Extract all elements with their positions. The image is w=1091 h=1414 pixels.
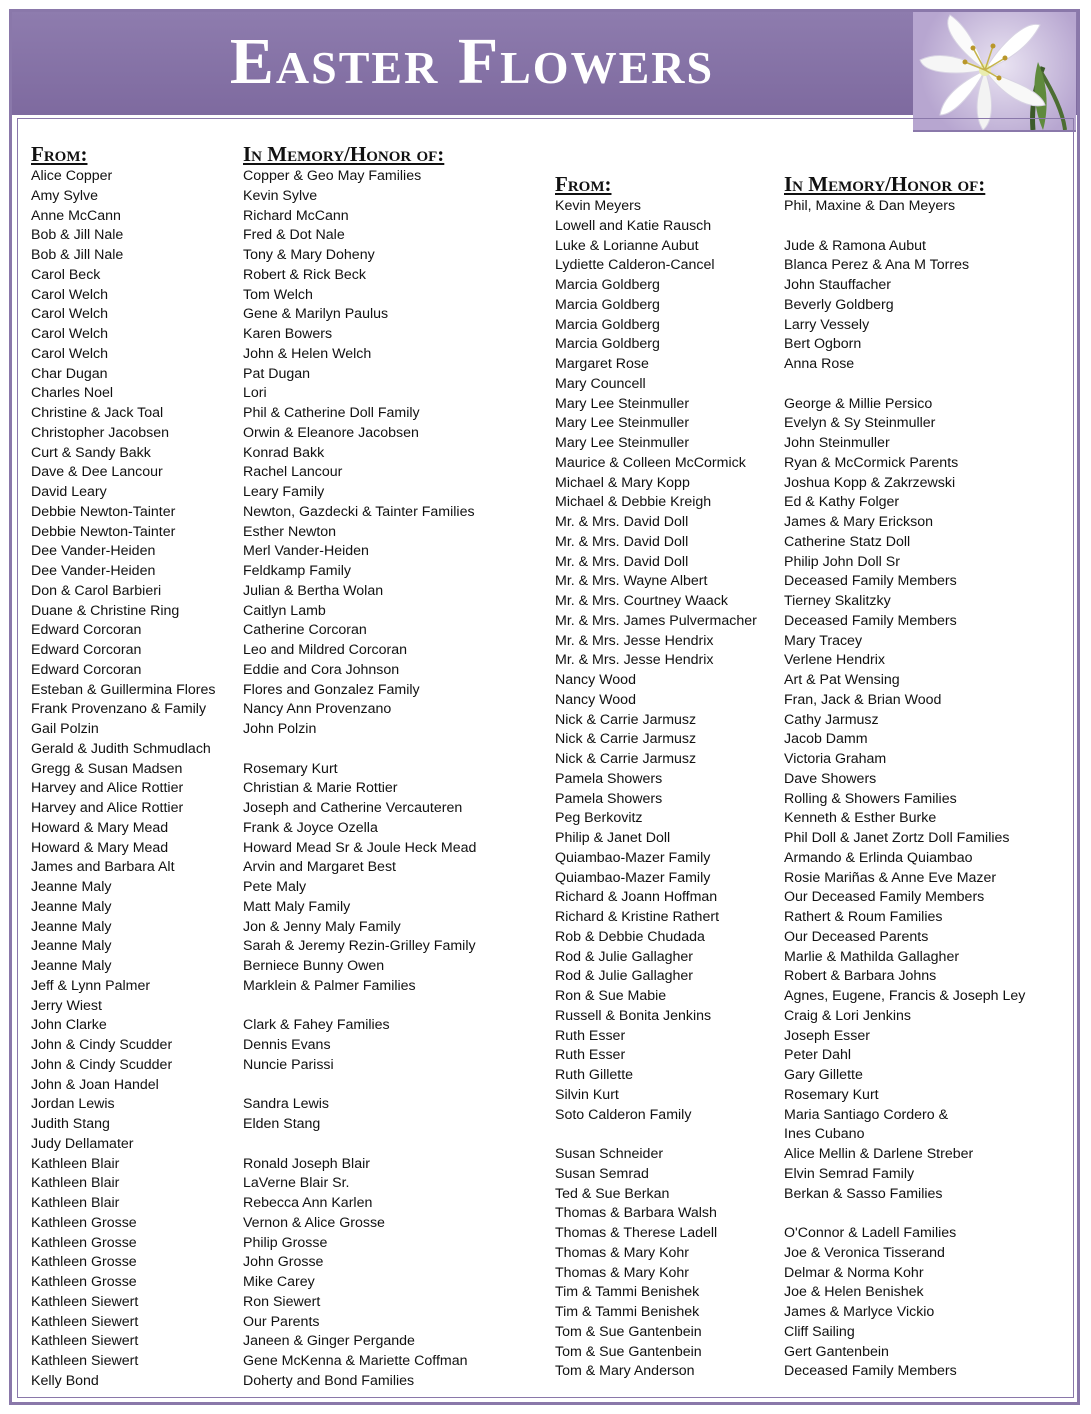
left-from-column: [31, 143, 216, 1392]
list-item: Char Dugan: [31, 365, 108, 382]
list-item: Carol Welch: [31, 326, 109, 342]
list-item: LaVerne Blair Sr.: [243, 1175, 350, 1192]
list-item: Victoria Graham: [784, 751, 887, 767]
list-item: Kevin Sylve: [243, 187, 318, 204]
list-item: Kelly Bond: [31, 1372, 99, 1389]
list-item: Rachel Lancour: [243, 464, 343, 481]
list-item: Christopher Jacobsen: [31, 424, 170, 441]
list-item: Maurice & Colleen McCormick: [555, 454, 746, 471]
list-item: Kathleen Grosse: [31, 1214, 137, 1231]
list-item: Dave Showers: [784, 770, 877, 787]
list-item: Janeen & Ginger Pergande: [243, 1333, 415, 1350]
list-item: John Polzin: [243, 721, 317, 737]
list-item: [243, 997, 476, 1017]
list-item: Lowell and Katie Rausch: [555, 217, 712, 234]
list-item: Jeff & Lynn Palmer: [31, 977, 151, 994]
list-item: Elden Stang: [243, 1116, 321, 1132]
list-item: Jeanne Maly: [31, 958, 112, 974]
list-item: Judy Dellamater: [31, 1135, 134, 1152]
list-item: Jude & Ramona Aubut: [784, 237, 926, 254]
list-item: Bert Ogborn: [784, 336, 862, 353]
list-item: Kathleen Grosse: [31, 1254, 137, 1271]
list-item: Armando & Erlinda Quiambao: [784, 849, 973, 866]
list-item: Peter Dahl: [784, 1047, 852, 1064]
list-item: O'Connor & Ladell Families: [784, 1225, 957, 1241]
list-item: Rebecca Ann Karlen: [243, 1195, 373, 1211]
list-item: Our Parents: [243, 1313, 320, 1330]
list-item: Russell & Bonita Jenkins: [555, 1007, 712, 1024]
list-item: John & Cindy Scudder: [31, 1056, 173, 1073]
list-item: Tom & Mary Anderson: [555, 1363, 695, 1380]
list-item: Fred & Dot Nale: [243, 227, 345, 244]
list-item: Robert & Barbara Johns: [784, 968, 937, 985]
list-item: Rolling & Showers Families: [784, 790, 957, 807]
list-item: Rosemary Kurt: [784, 1086, 879, 1103]
list-item: [243, 1076, 476, 1096]
list-item: Konrad Bakk: [243, 444, 325, 461]
list-item: Gene McKenna & Mariette Coffman: [243, 1353, 468, 1369]
list-item: John Grosse: [243, 1254, 324, 1271]
memory-heading: In Memory/Honor of:: [784, 172, 986, 196]
list-item: Tom Welch: [243, 286, 313, 303]
list-item: Judith Stang: [31, 1116, 110, 1132]
list-item: Esther Newton: [243, 523, 337, 540]
list-item: Gene & Marilyn Paulus: [243, 306, 389, 323]
list-item: Edward Corcoran: [31, 642, 142, 658]
left-memory-column: [243, 143, 476, 1392]
list-item: Ryan & McCormick Parents: [784, 454, 959, 471]
list-item: Newton, Gazdecki & Tainter Families: [243, 503, 475, 520]
list-item: David Leary: [31, 484, 107, 500]
list-item: Berkan & Sasso Families: [784, 1185, 943, 1202]
list-item: Nancy Wood: [555, 691, 636, 708]
list-item: [784, 375, 1025, 395]
list-item: Curt & Sandy Bakk: [31, 444, 151, 461]
list-item: Kathleen Siewert: [31, 1313, 139, 1330]
list-item: Philip & Janet Doll: [555, 830, 671, 846]
list-item: [555, 1125, 757, 1145]
list-item: Marcia Goldberg: [555, 316, 660, 333]
list-item: Tony & Mary Doheny: [243, 247, 375, 263]
list-item: Verlene Hendrix: [784, 652, 885, 669]
list-item: Rob & Debbie Chudada: [555, 928, 705, 945]
list-item: Luke & Lorianne Aubut: [555, 237, 699, 254]
left-from-list: [31, 167, 216, 1392]
list-item: Ron Siewert: [243, 1293, 321, 1310]
list-item: Christine & Jack Toal: [31, 405, 164, 421]
list-item: Frank Provenzano & Family: [31, 701, 207, 718]
list-item: Nick & Carrie Jarmusz: [555, 731, 697, 748]
list-item: Elvin Semrad Family: [784, 1165, 915, 1182]
right-from-list: [555, 197, 757, 1382]
list-item: Ed & Kathy Folger: [784, 494, 900, 511]
list-item: Jerry Wiest: [31, 997, 102, 1014]
list-item: Flores and Gonzalez Family: [243, 681, 420, 698]
right-memory-column: [784, 173, 1025, 1382]
list-item: Mary Tracey: [784, 632, 863, 649]
list-item: Thomas & Therese Ladell: [555, 1225, 718, 1241]
list-item: Jeanne Maly: [31, 879, 112, 895]
list-item: Kathleen Grosse: [31, 1274, 137, 1290]
list-item: Charles Noel: [31, 385, 114, 402]
list-item: Carol Welch: [31, 306, 109, 323]
list-item: Berniece Bunny Owen: [243, 958, 385, 974]
list-item: Michael & Debbie Kreigh: [555, 494, 712, 511]
list-item: Debbie Newton-Tainter: [31, 503, 176, 520]
list-item: John & Joan Handel: [31, 1076, 159, 1093]
list-item: Richard & Kristine Rathert: [555, 909, 720, 925]
list-item: Carol Welch: [31, 286, 109, 303]
list-item: Kathleen Blair: [31, 1175, 120, 1192]
list-item: Jeanne Maly: [31, 898, 112, 915]
list-item: Our Deceased Parents: [784, 928, 929, 945]
list-item: Carol Welch: [31, 345, 109, 362]
list-item: Sarah & Jeremy Rezin-Grilley Family: [243, 938, 476, 955]
list-item: Joe & Helen Benishek: [784, 1284, 924, 1301]
list-item: Rathert & Roum Families: [784, 909, 943, 925]
list-item: Quiambao-Mazer Family: [555, 869, 711, 886]
list-item: Ted & Sue Berkan: [555, 1185, 670, 1202]
list-item: Mr. & Mrs. Jesse Hendrix: [555, 632, 714, 649]
list-item: Edward Corcoran: [31, 622, 142, 639]
list-item: Leary Family: [243, 484, 325, 500]
list-item: Soto Calderon Family: [555, 1106, 692, 1123]
list-item: Richard McCann: [243, 207, 349, 224]
list-item: Jordan Lewis: [31, 1096, 115, 1113]
list-item: Anne McCann: [31, 207, 121, 224]
list-item: John & Cindy Scudder: [31, 1037, 173, 1053]
list-item: Ronald Joseph Blair: [243, 1155, 370, 1172]
right-from-column: [555, 173, 757, 1382]
list-item: Susan Schneider: [555, 1146, 664, 1162]
list-item: Mary Councell: [555, 375, 646, 392]
list-item: Marcia Goldberg: [555, 296, 660, 313]
list-item: Carol Beck: [31, 266, 101, 283]
list-item: Mike Carey: [243, 1274, 315, 1290]
list-item: Gail Polzin: [31, 721, 99, 737]
list-item: Marlie & Mathilda Gallagher: [784, 948, 960, 965]
list-item: Thomas & Mary Kohr: [555, 1244, 690, 1261]
list-item: James & Marlyce Vickio: [784, 1304, 935, 1320]
list-item: Kathleen Siewert: [31, 1333, 139, 1350]
list-item: Robert & Rick Beck: [243, 266, 366, 283]
list-item: Mary Lee Steinmuller: [555, 435, 690, 451]
list-item: Caitlyn Lamb: [243, 602, 326, 619]
list-item: Catherine Statz Doll: [784, 533, 911, 550]
list-item: Jeanne Maly: [31, 918, 112, 935]
list-item: Don & Carol Barbieri: [31, 582, 162, 599]
list-item: Joe & Veronica Tisserand: [784, 1244, 945, 1261]
list-item: Alice Copper: [31, 168, 113, 184]
list-item: Craig & Lori Jenkins: [784, 1007, 911, 1024]
left-memory-list: [243, 167, 476, 1392]
list-item: Kathleen Grosse: [31, 1234, 137, 1251]
list-item: Our Deceased Family Members: [784, 889, 985, 906]
list-item: Dee Vander-Heiden: [31, 543, 156, 560]
list-item: Merl Vander-Heiden: [243, 543, 369, 560]
list-item: Thomas & Mary Kohr: [555, 1264, 690, 1281]
list-item: Art & Pat Wensing: [784, 672, 900, 688]
list-item: Edward Corcoran: [31, 661, 142, 678]
list-item: Ruth Gillette: [555, 1067, 634, 1083]
list-item: Jacob Damm: [784, 731, 868, 748]
list-item: Kenneth & Esther Burke: [784, 810, 937, 827]
list-item: Nick & Carrie Jarmusz: [555, 751, 697, 767]
list-item: Jeanne Maly: [31, 938, 112, 955]
list-item: Debbie Newton-Tainter: [31, 523, 176, 540]
right-memory-list: [784, 197, 1025, 1382]
list-item: Mary Lee Steinmuller: [555, 395, 690, 412]
list-item: Rod & Julie Gallagher: [555, 968, 694, 985]
list-item: Dennis Evans: [243, 1037, 331, 1053]
list-item: Nancy Wood: [555, 672, 636, 688]
list-item: Kathleen Siewert: [31, 1353, 139, 1369]
list-item: Phil & Catherine Doll Family: [243, 405, 420, 421]
list-item: Marklein & Palmer Families: [243, 977, 416, 994]
list-item: Philip John Doll Sr: [784, 553, 900, 570]
list-item: Harvey and Alice Rottier: [31, 800, 184, 816]
list-item: Bob & Jill Nale: [31, 247, 124, 263]
list-item: Doherty and Bond Families: [243, 1372, 415, 1389]
list-item: Mr. & Mrs. Wayne Albert: [555, 573, 708, 590]
list-item: Ruth Esser: [555, 1027, 626, 1044]
list-item: Mary Lee Steinmuller: [555, 415, 690, 432]
list-item: Christian & Marie Rottier: [243, 780, 398, 797]
list-item: Kathleen Blair: [31, 1155, 120, 1172]
list-item: Phil, Maxine & Dan Meyers: [784, 198, 956, 214]
list-item: Thomas & Barbara Walsh: [555, 1205, 717, 1222]
list-item: John Stauffacher: [784, 277, 892, 293]
list-item: Lori: [243, 385, 267, 402]
list-item: Tierney Skalitzky: [784, 593, 891, 609]
list-item: Rod & Julie Gallagher: [555, 948, 694, 965]
list-item: [243, 1135, 476, 1155]
list-item: Anna Rose: [784, 356, 855, 372]
list-item: John Clarke: [31, 1017, 107, 1034]
memory-heading: In Memory/Honor of:: [243, 142, 445, 166]
list-item: Jon & Jenny Maly Family: [243, 918, 401, 935]
list-item: Joshua Kopp & Zakrzewski: [784, 474, 956, 491]
list-item: Amy Sylve: [31, 187, 99, 204]
list-item: Clark & Fahey Families: [243, 1017, 390, 1034]
list-item: Alice Mellin & Darlene Streber: [784, 1146, 974, 1162]
list-item: [784, 1204, 1025, 1224]
list-item: Mr. & Mrs. Courtney Waack: [555, 593, 728, 609]
list-item: Rosie Mariñas & Anne Eve Mazer: [784, 869, 997, 886]
list-item: Gert Gantenbein: [784, 1343, 889, 1360]
list-item: Tom & Sue Gantenbein: [555, 1343, 702, 1360]
list-item: James & Mary Erickson: [784, 514, 934, 530]
list-item: Harvey and Alice Rottier: [31, 780, 184, 797]
list-item: Karen Bowers: [243, 326, 333, 342]
list-item: Vernon & Alice Grosse: [243, 1214, 385, 1231]
list-item: Duane & Christine Ring: [31, 602, 180, 619]
list-item: Julian & Bertha Wolan: [243, 582, 384, 599]
list-item: Richard & Joann Hoffman: [555, 889, 718, 906]
list-item: Silvin Kurt: [555, 1086, 619, 1103]
list-item: Susan Semrad: [555, 1165, 649, 1182]
list-item: Joseph and Catherine Vercauteren: [243, 800, 463, 816]
list-item: Marcia Goldberg: [555, 277, 660, 293]
list-item: [784, 217, 1025, 237]
list-item: Blanca Perez & Ana M Torres: [784, 257, 970, 274]
list-item: John & Helen Welch: [243, 345, 372, 362]
list-item: Feldkamp Family: [243, 563, 352, 579]
list-item: Lydiette Calderon-Cancel: [555, 257, 715, 274]
list-item: Cliff Sailing: [784, 1323, 855, 1340]
list-item: Deceased Family Members: [784, 1363, 957, 1380]
list-item: [243, 740, 476, 760]
list-item: Gregg & Susan Madsen: [31, 760, 183, 777]
list-item: Peg Berkovitz: [555, 810, 643, 827]
list-item: Tim & Tammi Benishek: [555, 1284, 700, 1301]
list-item: Mr. & Mrs. David Doll: [555, 533, 689, 550]
list-item: Beverly Goldberg: [784, 296, 894, 313]
list-item: Nancy Ann Provenzano: [243, 701, 392, 718]
list-item: Pamela Showers: [555, 790, 663, 807]
list-item: Bob & Jill Nale: [31, 227, 124, 244]
list-item: Leo and Mildred Corcoran: [243, 642, 408, 658]
list-item: Arvin and Margaret Best: [243, 859, 396, 876]
list-item: Quiambao-Mazer Family: [555, 849, 711, 866]
list-item: Tom & Sue Gantenbein: [555, 1323, 702, 1340]
list-item: Gary Gillette: [784, 1067, 863, 1083]
list-item: Philip Grosse: [243, 1234, 328, 1251]
list-item: John Steinmuller: [784, 435, 890, 451]
list-item: Catherine Corcoran: [243, 622, 367, 639]
list-item: Larry Vessely: [784, 316, 870, 333]
list-item: Deceased Family Members: [784, 573, 957, 590]
list-item: Howard & Mary Mead: [31, 819, 169, 836]
list-item: Ruth Esser: [555, 1047, 626, 1064]
list-item: Kathleen Blair: [31, 1195, 120, 1211]
list-item: Kevin Meyers: [555, 198, 641, 214]
list-item: Howard & Mary Mead: [31, 839, 169, 856]
list-item: Mr. & Mrs. Jesse Hendrix: [555, 652, 714, 669]
list-item: Margaret Rose: [555, 356, 649, 372]
list-item: Michael & Mary Kopp: [555, 474, 690, 491]
list-item: Tim & Tammi Benishek: [555, 1304, 700, 1320]
list-item: Joseph Esser: [784, 1027, 870, 1044]
list-item: Ines Cubano: [784, 1126, 865, 1143]
list-item: Howard Mead Sr & Joule Heck Mead: [243, 839, 477, 856]
list-item: Deceased Family Members: [784, 612, 957, 629]
list-item: Kathleen Siewert: [31, 1293, 139, 1310]
list-item: Nick & Carrie Jarmusz: [555, 711, 697, 728]
list-item: Maria Santiago Cordero &: [784, 1106, 949, 1123]
list-item: Eddie and Cora Johnson: [243, 661, 400, 678]
list-item: Mr. & Mrs. James Pulvermacher: [555, 612, 757, 629]
list-item: Phil Doll & Janet Zortz Doll Families: [784, 830, 1010, 846]
list-item: Fran, Jack & Brian Wood: [784, 691, 942, 708]
page-title: Easter Flowers: [229, 25, 715, 98]
list-item: Delmar & Norma Kohr: [784, 1264, 924, 1281]
list-item: Evelyn & Sy Steinmuller: [784, 415, 936, 432]
list-item: Esteban & Guillermina Flores: [31, 681, 216, 698]
list-item: Gerald & Judith Schmudlach: [31, 740, 211, 757]
list-item: Nuncie Parissi: [243, 1056, 334, 1073]
list-item: Cathy Jarmusz: [784, 711, 879, 728]
list-item: Pat Dugan: [243, 365, 311, 382]
list-item: Pamela Showers: [555, 770, 663, 787]
from-heading: From:: [31, 142, 88, 166]
list-item: Dave & Dee Lancour: [31, 464, 163, 481]
list-item: Mr. & Mrs. David Doll: [555, 514, 689, 530]
list-item: Pete Maly: [243, 879, 307, 895]
list-item: Frank & Joyce Ozella: [243, 819, 378, 836]
from-heading: From:: [555, 172, 612, 196]
list-item: Ron & Sue Mabie: [555, 988, 667, 1004]
list-item: Sandra Lewis: [243, 1096, 329, 1113]
list-item: Dee Vander-Heiden: [31, 563, 156, 579]
list-item: Orwin & Eleanore Jacobsen: [243, 424, 419, 441]
list-item: Copper & Geo May Families: [243, 168, 422, 184]
list-item: Rosemary Kurt: [243, 760, 338, 777]
list-item: George & Millie Persico: [784, 395, 933, 412]
list-item: Matt Maly Family: [243, 898, 351, 915]
list-item: Agnes, Eugene, Francis & Joseph Ley: [784, 988, 1026, 1004]
list-item: James and Barbara Alt: [31, 859, 175, 876]
list-item: Mr. & Mrs. David Doll: [555, 553, 689, 570]
list-item: Marcia Goldberg: [555, 336, 660, 353]
